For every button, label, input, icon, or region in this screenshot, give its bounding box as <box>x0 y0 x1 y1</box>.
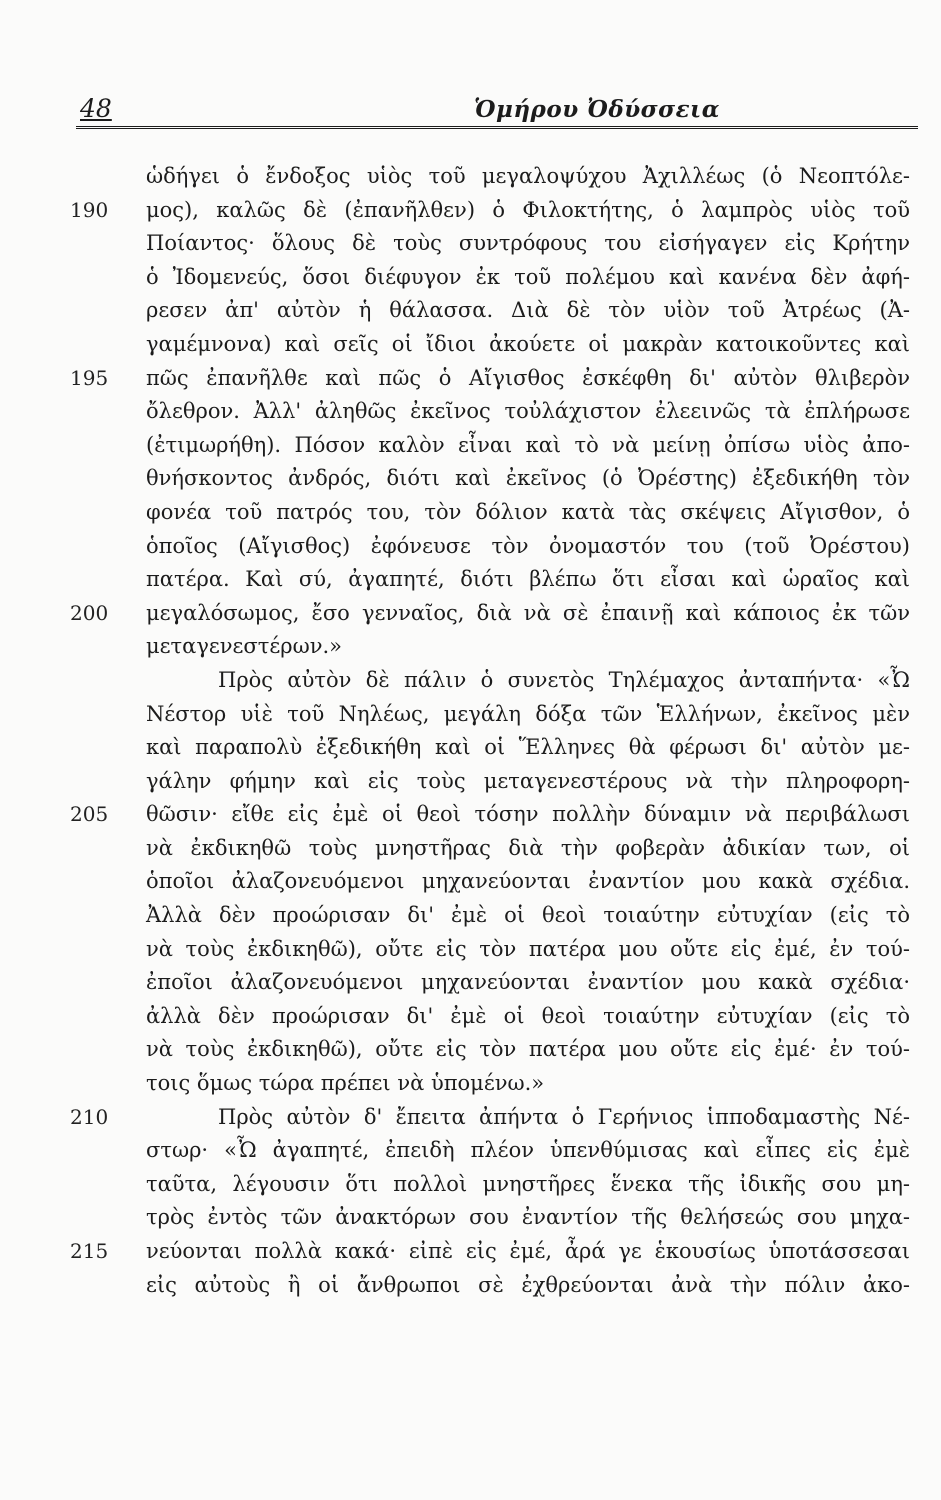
line-text: γαμέμνονα) καὶ σεῖς οἱ ἴδιοι ἀκούετε οἱ μακρὰν κατοικοῦντες καὶ <box>146 331 910 356</box>
text-line <box>146 1269 910 1303</box>
text-line <box>146 261 910 295</box>
text-line <box>146 731 910 765</box>
running-title: Ὁμήρου Ὀδύσσεια <box>474 96 720 123</box>
line-text: πατέρα. Καὶ σύ, ἀγαπητέ, διότι βλέπω ὅτι εἶσαι καὶ ὡραῖος καὶ <box>146 567 910 592</box>
line-text: θῶσιν· εἴθε εἰς ἐμὲ οἱ θεοὶ τόσην πολλὴν δύναμιν νὰ περιβάλωσι <box>146 802 910 827</box>
text-line <box>146 227 910 261</box>
text-line <box>146 1000 910 1034</box>
line-text: εἰς αὐτοὺς ἢ οἱ ἄνθρωποι σὲ ἐχθρεύονται ἀνὰ τὴν πόλιν ἀκο- <box>146 1272 910 1297</box>
line-text: (ἐτιμωρήθη). Πόσον καλὸν εἶναι καὶ τὸ νὰ μείνῃ ὀπίσω υἱὸς ἀπο- <box>146 432 910 457</box>
text-line <box>146 294 910 328</box>
line-number: 200 <box>70 600 109 625</box>
line-text: φονέα τοῦ πατρός του, τὸν δόλιον κατὰ τὰς σκέψεις Αἴγισθον, ὁ <box>146 499 910 524</box>
text-line <box>70 1235 910 1269</box>
text-line <box>70 362 910 396</box>
line-text: γάλην φήμην καὶ εἰς τοὺς μεταγενεστέρους νὰ τὴν πληροφορη- <box>146 768 910 793</box>
text-line <box>146 395 910 429</box>
line-text: Πρὸς αὐτὸν δὲ πάλιν ὁ συνετὸς Τηλέμαχος ἀνταπήντα· «Ὦ <box>218 667 910 692</box>
text-line <box>146 933 910 967</box>
line-text: θνήσκοντος ἀνδρός, διότι καὶ ἐκεῖνος (ὁ Ὀρέστης) ἐξεδικήθη τὸν <box>146 466 910 491</box>
line-text: Πρὸς αὐτὸν δ' ἔπειτα ἀπήντα ὁ Γερήνιος ἱπποδαμαστὴς Νέ- <box>218 1104 910 1129</box>
text-line <box>70 194 910 228</box>
line-text: ὄλεθρον. Ἀλλ' ἀληθῶς ἐκεῖνος τοὐλάχιστον ἐλεεινῶς τὰ ἐπλήρωσε <box>146 399 910 424</box>
line-text: ὁποῖος (Αἴγισθος) ἐφόνευσε τὸν ὀνομαστόν του (τοῦ Ὀρέστου) <box>146 533 910 558</box>
line-text: Νέστορ υἱὲ τοῦ Νηλέως, μεγάλη δόξα τῶν Ἑλλήνων, ἐκεῖνος μὲν <box>146 701 910 726</box>
line-text: νεύονται πολλὰ κακά· εἰπὲ εἰς ἐμέ, ἆρά γε ἑκουσίως ὑποτάσσεσαι <box>146 1239 910 1263</box>
text-line <box>146 496 910 530</box>
text-line <box>70 1101 910 1135</box>
line-text: καὶ παραπολὺ ἐξεδικήθη καὶ οἱ Ἕλληνες θὰ φέρωσι δι' αὐτὸν με- <box>146 735 910 760</box>
line-text: ρεσεν ἀπ' αὐτὸν ἡ θάλασσα. Διὰ δὲ τὸν υἱὸν τοῦ Ἀτρέως (Ἀ- <box>146 298 910 323</box>
text-line <box>146 664 910 698</box>
text-line <box>146 1201 910 1235</box>
line-text: στωρ· «Ὦ ἀγαπητέ, ἐπειδὴ πλέον ὑπενθύμισας καὶ εἶπες εἰς ἐμὲ <box>146 1138 910 1163</box>
text-line <box>146 865 910 899</box>
line-number: 215 <box>70 1239 109 1263</box>
line-number: 190 <box>70 197 109 222</box>
line-text: νὰ τοὺς ἐκδικηθῶ), οὔτε εἰς τὸν πατέρα μου οὔτε εἰς ἐμέ, ἐν τού- <box>146 936 910 961</box>
line-text: νὰ ἐκδικηθῶ τοὺς μνηστῆρας διὰ τὴν φοβερὰν ἀδικίαν των, οἱ <box>146 835 910 860</box>
line-text: τρὸς ἐντὸς τῶν ἀνακτόρων σου ἐναντίον τῆς θελήσεώς σου μηχα- <box>146 1205 910 1230</box>
text-line <box>146 1134 910 1168</box>
line-text: μεγαλόσωμος, ἔσο γενναῖος, διὰ νὰ σὲ ἐπαινῇ καὶ κάποιος ἐκ τῶν <box>146 600 910 625</box>
line-number: 210 <box>70 1104 109 1129</box>
text-line <box>146 563 910 597</box>
line-number: 195 <box>70 365 109 390</box>
text-line <box>70 597 910 631</box>
line-text: ἐποῖοι ἀλαζονευόμενοι μηχανεύονται ἐναντίον μου κακὰ σχέδια· <box>146 970 910 995</box>
text-line <box>70 798 910 832</box>
line-number: 205 <box>70 802 109 827</box>
line-text: ἀλλὰ δὲν προώρισαν δι' ἐμὲ οἱ θεοὶ τοιαύτην εὐτυχίαν (εἰς τὸ <box>146 1003 910 1028</box>
text-line <box>146 698 910 732</box>
text-line <box>146 765 910 799</box>
text-line <box>146 832 910 866</box>
page-header <box>76 92 918 129</box>
text-line <box>146 530 910 564</box>
line-text: Ἀλλὰ δὲν προώρισαν δι' ἐμὲ οἱ θεοὶ τοιαύτην εὐτυχίαν (εἰς τὸ <box>146 903 910 928</box>
line-text: νὰ τοὺς ἐκδικηθῶ), οὔτε εἰς τὸν πατέρα μου οὔτε εἰς ἐμέ· ἐν τού- <box>146 1037 910 1062</box>
line-text: ταῦτα, λέγουσιν ὅτι πολλοὶ μνηστῆρες ἕνεκα τῆς ἰδικῆς σου μη- <box>146 1171 910 1196</box>
text-line <box>146 1067 910 1101</box>
text-block <box>70 160 910 1302</box>
text-line <box>146 630 910 664</box>
line-text: τοις ὅμως τώρα πρέπει νὰ ὑπομένω.» <box>146 1071 545 1096</box>
line-text: Ποίαντος· ὅλους δὲ τοὺς συντρόφους του εἰσήγαγεν εἰς Κρήτην <box>146 231 910 256</box>
line-text: ὁ Ἰδομενεύς, ὅσοι διέφυγον ἐκ τοῦ πολέμου καὶ κανένα δὲν ἀφή- <box>146 264 910 289</box>
text-line <box>146 429 910 463</box>
line-text: ὡδήγει ὁ ἔνδοξος υἱὸς τοῦ μεγαλοψύχου Ἀχιλλέως (ὁ Νεοπτόλε- <box>146 164 910 188</box>
text-line <box>146 899 910 933</box>
line-text: πῶς ἐπανῆλθε καὶ πῶς ὁ Αἴγισθος ἐσκέφθη δι' αὐτὸν θλιβερὸν <box>146 365 910 390</box>
text-line <box>146 462 910 496</box>
text-line <box>146 1033 910 1067</box>
text-line <box>146 1168 910 1202</box>
text-line <box>146 328 910 362</box>
line-text: μεταγενεστέρων.» <box>146 634 342 659</box>
text-line <box>146 966 910 1000</box>
line-text: μος), καλῶς δὲ (ἐπανῆλθεν) ὁ Φιλοκτήτης, ὁ λαμπρὸς υἱὸς τοῦ <box>146 197 910 222</box>
line-text: ὁποῖοι ἀλαζονευόμενοι μηχανεύονται ἐναντίον μου κακὰ σχέδια. <box>146 869 910 894</box>
page-number: 48 <box>80 94 112 123</box>
text-line <box>146 160 910 194</box>
